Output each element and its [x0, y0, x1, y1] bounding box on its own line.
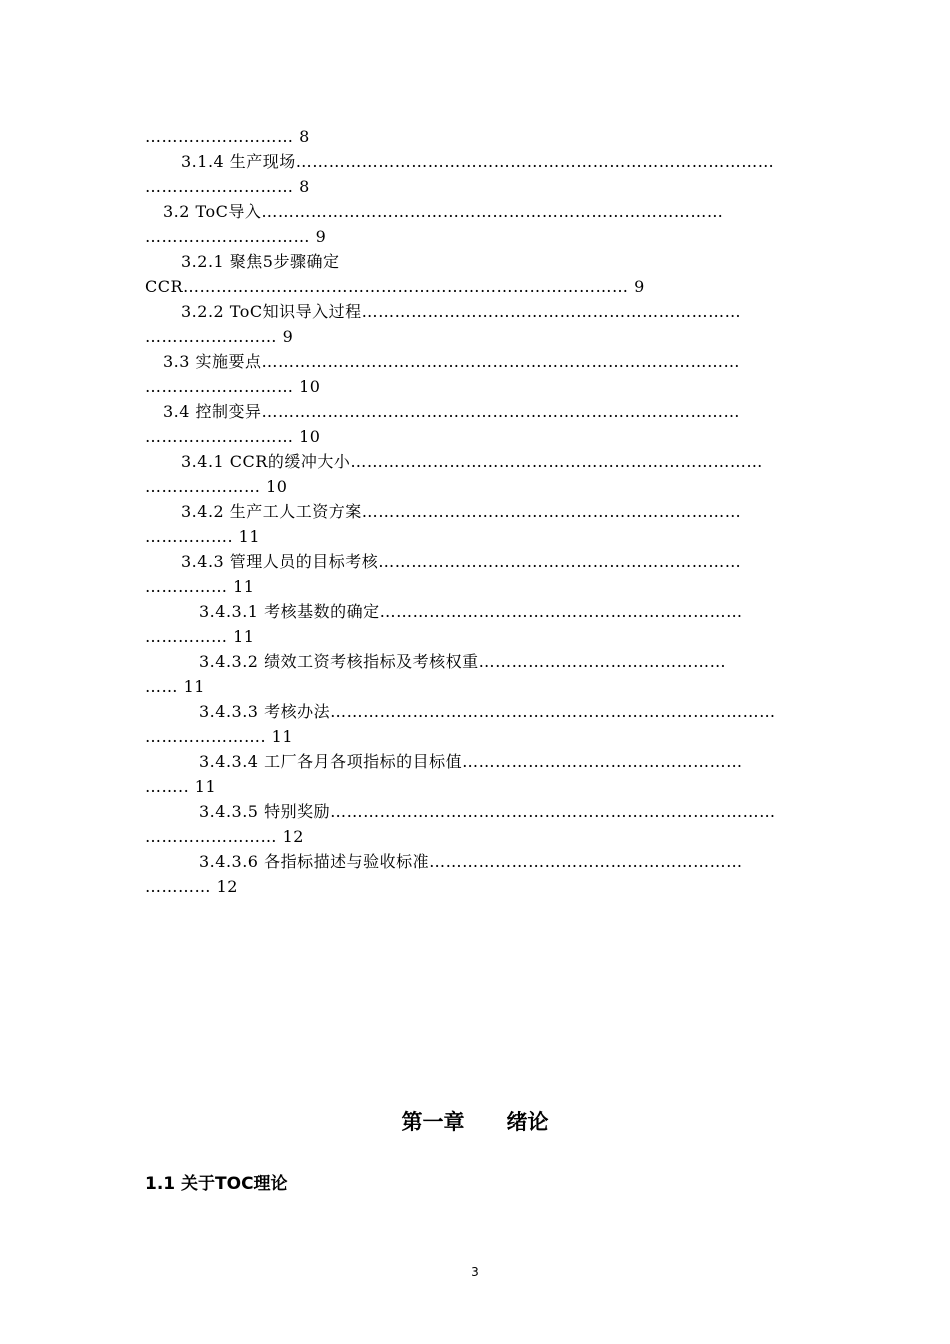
toc-entry: 3.4.2 生产工人工资方案……………………………………………………………: [181, 502, 742, 521]
chapter-number: 第一章: [401, 1110, 465, 1134]
toc-line: …….. 11: [145, 777, 217, 796]
toc-entry: 3.4.3.4 工厂各月各项指标的目标值……………………………………………: [199, 752, 743, 771]
toc-entry: 3.4.3.2 绩效工资考核指标及考核权重………………………………………: [199, 652, 727, 671]
toc-line: ……………………… 8: [145, 177, 310, 196]
toc-entry: 3.2 ToC导入…………………………………………………………………………: [163, 202, 724, 221]
toc-entry: 3.4.3.3 考核办法………………………………………………………………………: [199, 702, 776, 721]
toc-entry: 3.4.1 CCR的缓冲大小…………………………………………………………………: [181, 452, 763, 471]
toc-entry: 3.2.1 聚焦5步骤确定: [181, 252, 340, 271]
page-number: 3: [471, 1265, 479, 1279]
toc-entry: 3.3 实施要点……………………………………………………………………………: [163, 352, 741, 371]
toc-line: ……………………… 8: [145, 127, 310, 146]
toc-line: CCR……………………………………………………………………… 9: [145, 277, 645, 296]
toc-line: …………………… 12: [145, 827, 304, 846]
section-heading: 1.1 关于TOC理论: [145, 1174, 288, 1194]
toc-line: ……………………… 10: [145, 427, 321, 446]
toc-line: …… 11: [145, 677, 205, 696]
toc-line: ………… 12: [145, 877, 238, 896]
toc-line: …………………… 9: [145, 327, 294, 346]
toc-entry: 3.2.2 ToC知识导入过程……………………………………………………………: [181, 302, 742, 321]
chapter-title: [0, 1108, 950, 1136]
toc-line: …………… 11: [145, 627, 255, 646]
toc-entry: 3.4.3.5 特别奖励………………………………………………………………………: [199, 802, 776, 821]
toc-line: …………… 11: [145, 577, 255, 596]
toc-line: ………………… 10: [145, 477, 288, 496]
toc-line: ………………………… 9: [145, 227, 327, 246]
toc-line: ……………. 11: [145, 527, 261, 546]
toc-line: …………………. 11: [145, 727, 294, 746]
chapter-name: 绪论: [506, 1110, 549, 1134]
toc-entry: 3.4.3.1 考核基数的确定…………………………………………………………: [199, 602, 743, 621]
toc-entry: 3.4.3 管理人员的目标考核…………………………………………………………: [181, 552, 742, 571]
toc-line: ……………………… 10: [145, 377, 321, 396]
toc-entry: 3.4.3.6 各指标描述与验收标准…………………………………………………: [199, 852, 743, 871]
toc-entry: 3.4 控制变异……………………………………………………………………………: [163, 402, 741, 421]
toc-entry: 3.1.4 生产现场……………………………………………………………………………: [181, 152, 775, 171]
